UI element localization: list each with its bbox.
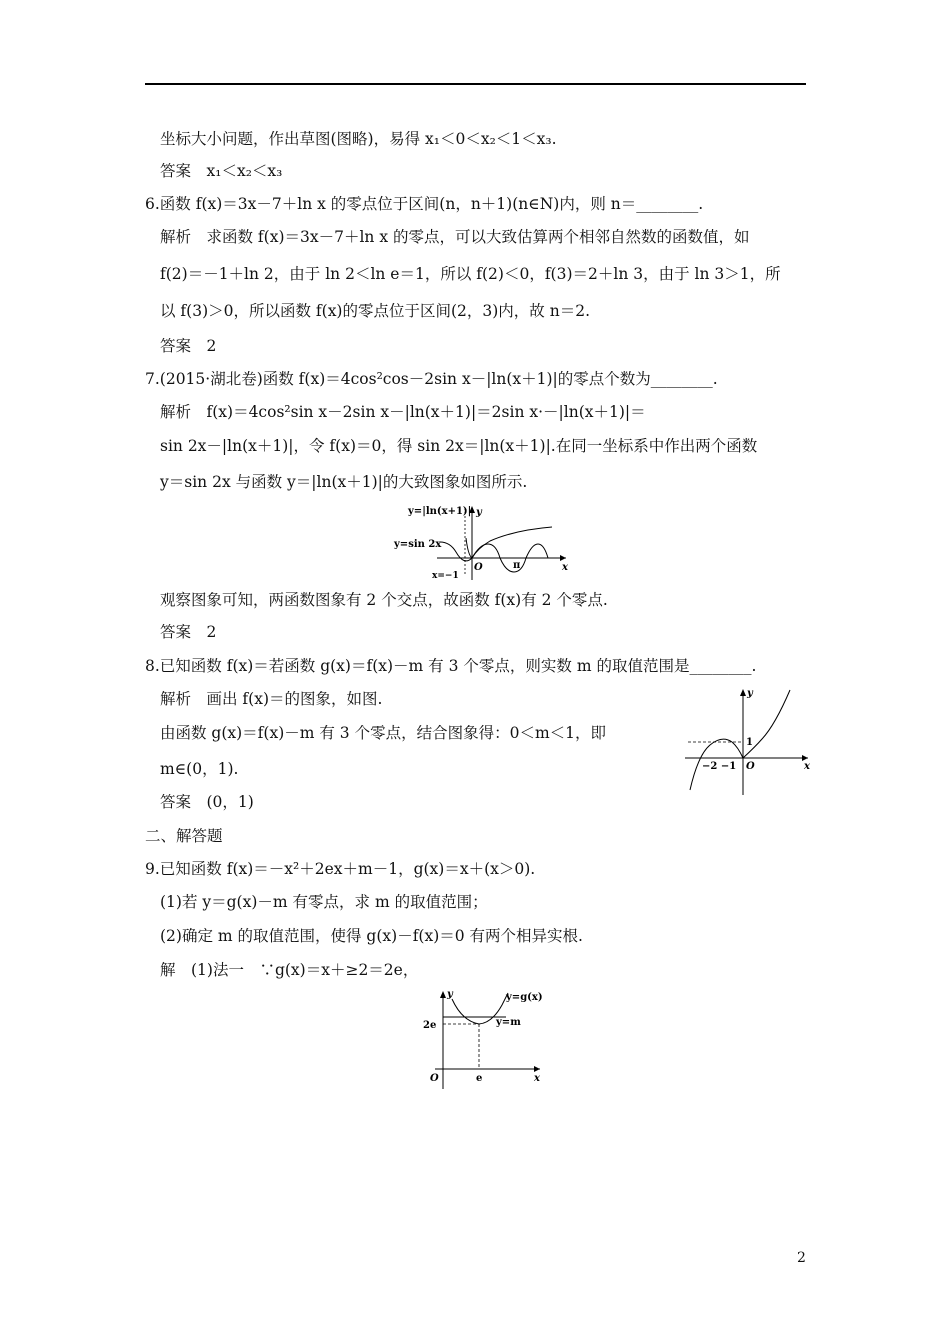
question-8: 8.已知函数 f(x)＝若函数 g(x)＝f(x)－m 有 3 个零点，则实数 m 的取值范围是________.	[145, 657, 757, 675]
answer-line: 答案 2	[160, 337, 217, 355]
text-line: 解 (1)法一 ∵g(x)＝x＋≥2＝2e，	[160, 961, 419, 979]
text-line: m∈(0，1).	[160, 760, 239, 778]
fig7-label-sin: y=sin 2x	[394, 539, 442, 550]
text-line: 解析 f(x)＝4cos²sin x－2sin x－|ln(x＋1)|＝2sin x·－|ln(x＋1)|＝	[160, 403, 646, 421]
fig7-label-pi: π	[513, 560, 521, 571]
fig8-label-o: O	[746, 761, 755, 772]
fig7-label-o: O	[474, 562, 483, 573]
text-line: 坐标大小问题，作出草图(图略)，易得 x₁＜0＜x₂＜1＜x₃.	[160, 130, 557, 148]
text-line: y＝sin 2x 与函数 y＝|ln(x＋1)|的大致图象如图所示.	[160, 473, 528, 491]
figure-7	[380, 500, 580, 584]
fig9-label-y: y	[447, 989, 453, 1000]
fig9-label-m: y=m	[496, 1017, 521, 1028]
fig8-label-one: 1	[746, 737, 753, 748]
text-line: 解析 画出 f(x)＝的图象，如图.	[160, 690, 383, 708]
text-line: 观察图象可知，两函数图象有 2 个交点，故函数 f(x)有 2 个零点.	[160, 591, 608, 609]
fig7-label-x: x	[562, 562, 568, 573]
fig8-label-y: y	[747, 688, 753, 699]
text-line: f(2)＝－1＋ln 2，由于 ln 2＜ln e＝1，所以 f(2)＜0，f(3)＝2＋ln 3，由于 ln 3＞1，所	[160, 265, 781, 283]
text-line: (2)确定 m 的取值范围，使得 g(x)－f(x)＝0 有两个相异实根.	[160, 927, 583, 945]
text-line: 解析 求函数 f(x)＝3x－7＋ln x 的零点，可以大致估算两个相邻自然数的函数值，如	[160, 228, 750, 246]
question-9: 9.已知函数 f(x)＝－x²＋2ex＋m－1，g(x)＝x＋(x＞0).	[145, 860, 536, 878]
fig9-label-e: e	[476, 1073, 483, 1084]
figure-8	[680, 685, 815, 795]
fig8-label-ticks: −2 −1	[702, 761, 737, 772]
text-line: 由函数 g(x)＝f(x)－m 有 3 个零点，结合图象得：0＜m＜1，即	[160, 724, 607, 742]
fig7-label-asym: x=−1	[432, 571, 459, 581]
answer-line: 答案 x₁＜x₂＜x₃	[160, 162, 283, 180]
question-6: 6.函数 f(x)＝3x－7＋ln x 的零点位于区间(n，n＋1)(n∈N)内，则 n＝________.	[145, 195, 704, 213]
text-line: sin 2x－|ln(x＋1)|，令 f(x)＝0，得 sin 2x＝|ln(x＋1)|.在同一坐标系中作出两个函数	[160, 437, 758, 455]
fig7-label-y: y	[476, 507, 482, 518]
fig9-label-o: O	[430, 1073, 439, 1084]
answer-line: 答案 2	[160, 623, 217, 641]
fig9-label-2e: 2e	[423, 1020, 437, 1031]
answer-line: 答案 (0，1)	[160, 793, 254, 811]
figure-9	[410, 985, 555, 1090]
section-heading: 二、解答题	[145, 827, 223, 845]
header-rule	[145, 83, 806, 85]
page-number: 2	[797, 1250, 806, 1266]
fig9-label-g: y=g(x)	[506, 992, 543, 1003]
fig9-label-x: x	[534, 1073, 540, 1084]
text-line: (1)若 y＝g(x)－m 有零点，求 m 的取值范围；	[160, 893, 488, 911]
question-7: 7.(2015·湖北卷)函数 f(x)＝4cos²cos－2sin x－|ln(x＋1)|的零点个数为________.	[145, 370, 718, 388]
fig7-label-ln: y=|ln(x+1)|	[408, 506, 472, 517]
fig8-label-x: x	[804, 761, 810, 772]
text-line: 以 f(3)＞0，所以函数 f(x)的零点位于区间(2，3)内，故 n＝2.	[160, 302, 590, 320]
